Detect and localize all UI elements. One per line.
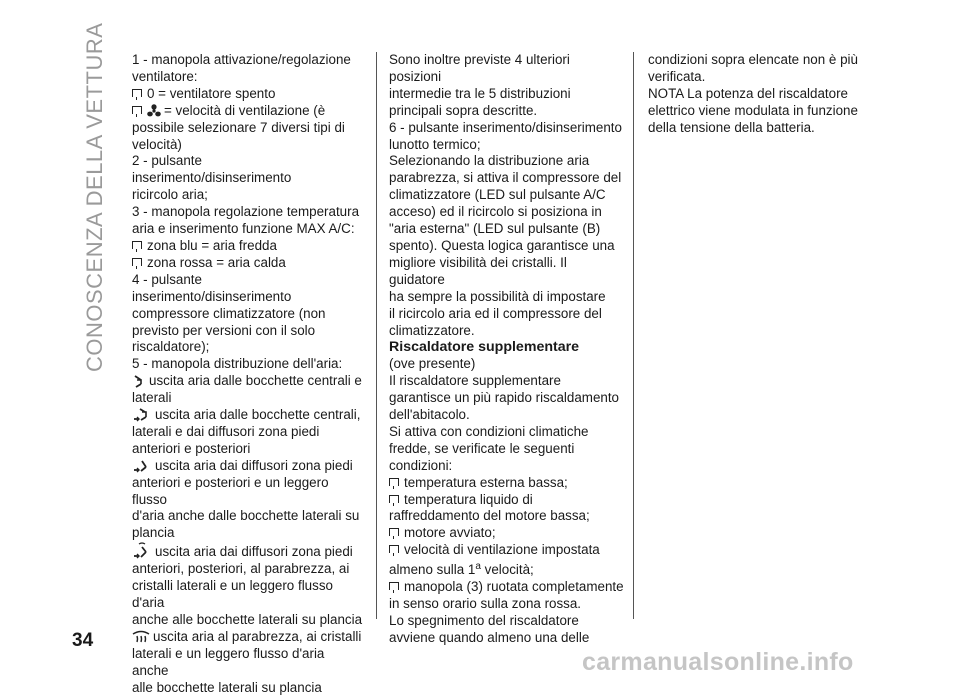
- text-line: acceso) ed il ricircolo si posiziona in: [389, 204, 602, 220]
- text-line: d'aria anche dalle bocchette laterali su: [132, 508, 360, 524]
- airflow-face-icon: [132, 374, 146, 388]
- distribution-item: uscita aria dalle bocchette centrali,: [132, 407, 364, 424]
- section-heading: Riscaldatore supplementare: [389, 339, 580, 356]
- bullet-marker-icon: [132, 258, 142, 266]
- text-line: (ove presente): [389, 356, 476, 372]
- text-line: laterali e un leggero flusso d'aria anche: [132, 645, 325, 678]
- column-divider-2: [633, 52, 634, 619]
- text-line: verificata.: [648, 68, 706, 84]
- text-line: garantisce un più rapido riscaldamento: [389, 390, 620, 406]
- bullet-item: = velocità di ventilazione (è: [132, 103, 364, 120]
- text-line: il ricircolo aria ed il compressore del: [389, 305, 602, 321]
- text-line: 3 - manopola regolazione temperatura: [132, 204, 360, 220]
- text-line: 4 - pulsante inserimento/disinserimento: [132, 271, 292, 304]
- text-line: ricircolo aria;: [132, 187, 208, 203]
- text-line: condizioni sopra elencate non è più: [648, 52, 858, 67]
- text-column-2: [389, 52, 625, 647]
- text-line: possibile selezionare 7 diversi tipi di: [132, 119, 345, 135]
- bullet-item: temperatura esterna bassa;: [389, 475, 625, 492]
- bullet-marker-icon: [389, 582, 399, 590]
- bullet-item: temperatura liquido di: [389, 492, 625, 509]
- bullet-marker-icon: [389, 545, 399, 553]
- text-line: Si attiva con condizioni climatiche: [389, 423, 589, 439]
- bullet-marker-icon: [389, 495, 399, 503]
- text-line: 5 - manopola distribuzione dell'aria:: [132, 356, 343, 372]
- column-divider-1: [376, 52, 377, 619]
- text-line: "aria esterna" (LED sul pulsante (B): [389, 221, 601, 237]
- text-line: anteriori e posteriori: [132, 440, 251, 456]
- airflow-feet-icon: [132, 458, 152, 473]
- chapter-side-title: CONOSCENZA DELLA VETTURA: [82, 22, 107, 372]
- bullet-item: manopola (3) ruotata completamente: [389, 579, 625, 596]
- text-line: 2 - pulsante inserimento/disinserimento: [132, 153, 292, 186]
- bullet-marker-icon: [132, 89, 142, 97]
- bullet-item: motore avviato;: [389, 525, 625, 542]
- distribution-item: uscita aria al parabrezza, ai cristalli: [132, 629, 364, 646]
- text-line: principali sopra descritte.: [389, 102, 538, 118]
- text-line: previsto per versioni con il solo: [132, 322, 316, 338]
- text-line: parabrezza, si attiva il compressore del: [389, 170, 622, 186]
- text-line: avviene quando almeno una delle: [389, 629, 590, 645]
- distribution-item: uscita aria dalle bocchette centrali e: [132, 373, 364, 390]
- text-line: condizioni:: [389, 457, 453, 473]
- text-line: fredde, se verificate le seguenti: [389, 440, 575, 456]
- text-line: dell'abitacolo.: [389, 407, 470, 423]
- text-line: ventilatore:: [132, 68, 198, 84]
- bullet-marker-icon: [389, 528, 399, 536]
- text-line: almeno sulla 1$^a$ velocità;: [389, 561, 534, 578]
- text-line: riscaldatore);: [132, 339, 210, 355]
- bullet-item: velocità di ventilazione impostata: [389, 542, 625, 559]
- airflow-face-feet-icon: [132, 407, 152, 422]
- windscreen-defrost-icon: [132, 630, 150, 644]
- text-line: migliore visibilità dei cristalli. Il guidatore: [389, 254, 567, 287]
- text-line: climatizzatore (LED sul pulsante A/C: [389, 187, 606, 203]
- text-line: intermedie tra le 5 distribuzioni: [389, 85, 571, 101]
- text-line: in senso orario sulla zona rossa.: [389, 596, 582, 611]
- text-line: velocità): [132, 136, 182, 152]
- text-line: NOTA La potenza del riscaldatore: [648, 85, 848, 101]
- text-line: laterali e dai diffusori zona piedi: [132, 423, 320, 439]
- bullet-item: 0 = ventilatore spento: [132, 86, 364, 103]
- text-line: climatizzatore.: [389, 322, 475, 338]
- text-line: Sono inoltre previste 4 ulteriori posizioni: [389, 52, 570, 84]
- text-line: lunotto termico;: [389, 136, 481, 152]
- distribution-item: uscita aria dai diffusori zona piedi: [132, 458, 364, 475]
- text-line: della tensione della batteria.: [648, 119, 815, 135]
- text-line: alle bocchette laterali su plancia: [132, 679, 322, 695]
- text-line: aria e inserimento funzione MAX A/C:: [132, 221, 355, 237]
- text-line: anteriori, posteriori, al parabrezza, ai: [132, 561, 350, 577]
- watermark: carmanualsonline.info: [582, 648, 854, 676]
- fan-speed-icon: [147, 104, 161, 118]
- text-line: anteriori e posteriori e un leggero flusso: [132, 474, 329, 507]
- text-line: compressore climatizzatore (non: [132, 305, 326, 321]
- text-column-1: [132, 52, 364, 696]
- text-line: Selezionando la distribuzione aria: [389, 153, 590, 169]
- text-line: spento). Questa logica garantisce una: [389, 237, 615, 253]
- distribution-item: uscita aria dai diffusori zona piedi: [132, 542, 364, 561]
- text-line: 6 - pulsante inserimento/disinserimento: [389, 119, 622, 135]
- text-line: ha sempre la possibilità di impostare: [389, 288, 606, 304]
- bullet-marker-icon: [132, 106, 142, 114]
- text-line: Lo spegnimento del riscaldatore: [389, 612, 579, 628]
- text-line: 1 - manopola attivazione/regolazione: [132, 52, 351, 67]
- text-line: cristalli laterali e un leggero flusso d'aria: [132, 578, 333, 610]
- bullet-marker-icon: [389, 478, 399, 486]
- bullet-item: zona rossa = aria calda: [132, 255, 364, 272]
- text-column-3: [648, 52, 878, 137]
- page-number: 34: [72, 630, 94, 651]
- text-line: elettrico viene modulata in funzione: [648, 102, 858, 118]
- text-line: raffreddamento del motore bassa;: [389, 508, 590, 524]
- text-line: Il riscaldatore supplementare: [389, 373, 561, 389]
- text-line: laterali: [132, 390, 172, 406]
- airflow-feet-windscreen-icon: [132, 542, 152, 559]
- text-line: plancia: [132, 525, 175, 541]
- text-line: anche alle bocchette laterali su plancia: [132, 611, 363, 627]
- bullet-item: zona blu = aria fredda: [132, 238, 364, 255]
- bullet-marker-icon: [132, 241, 142, 249]
